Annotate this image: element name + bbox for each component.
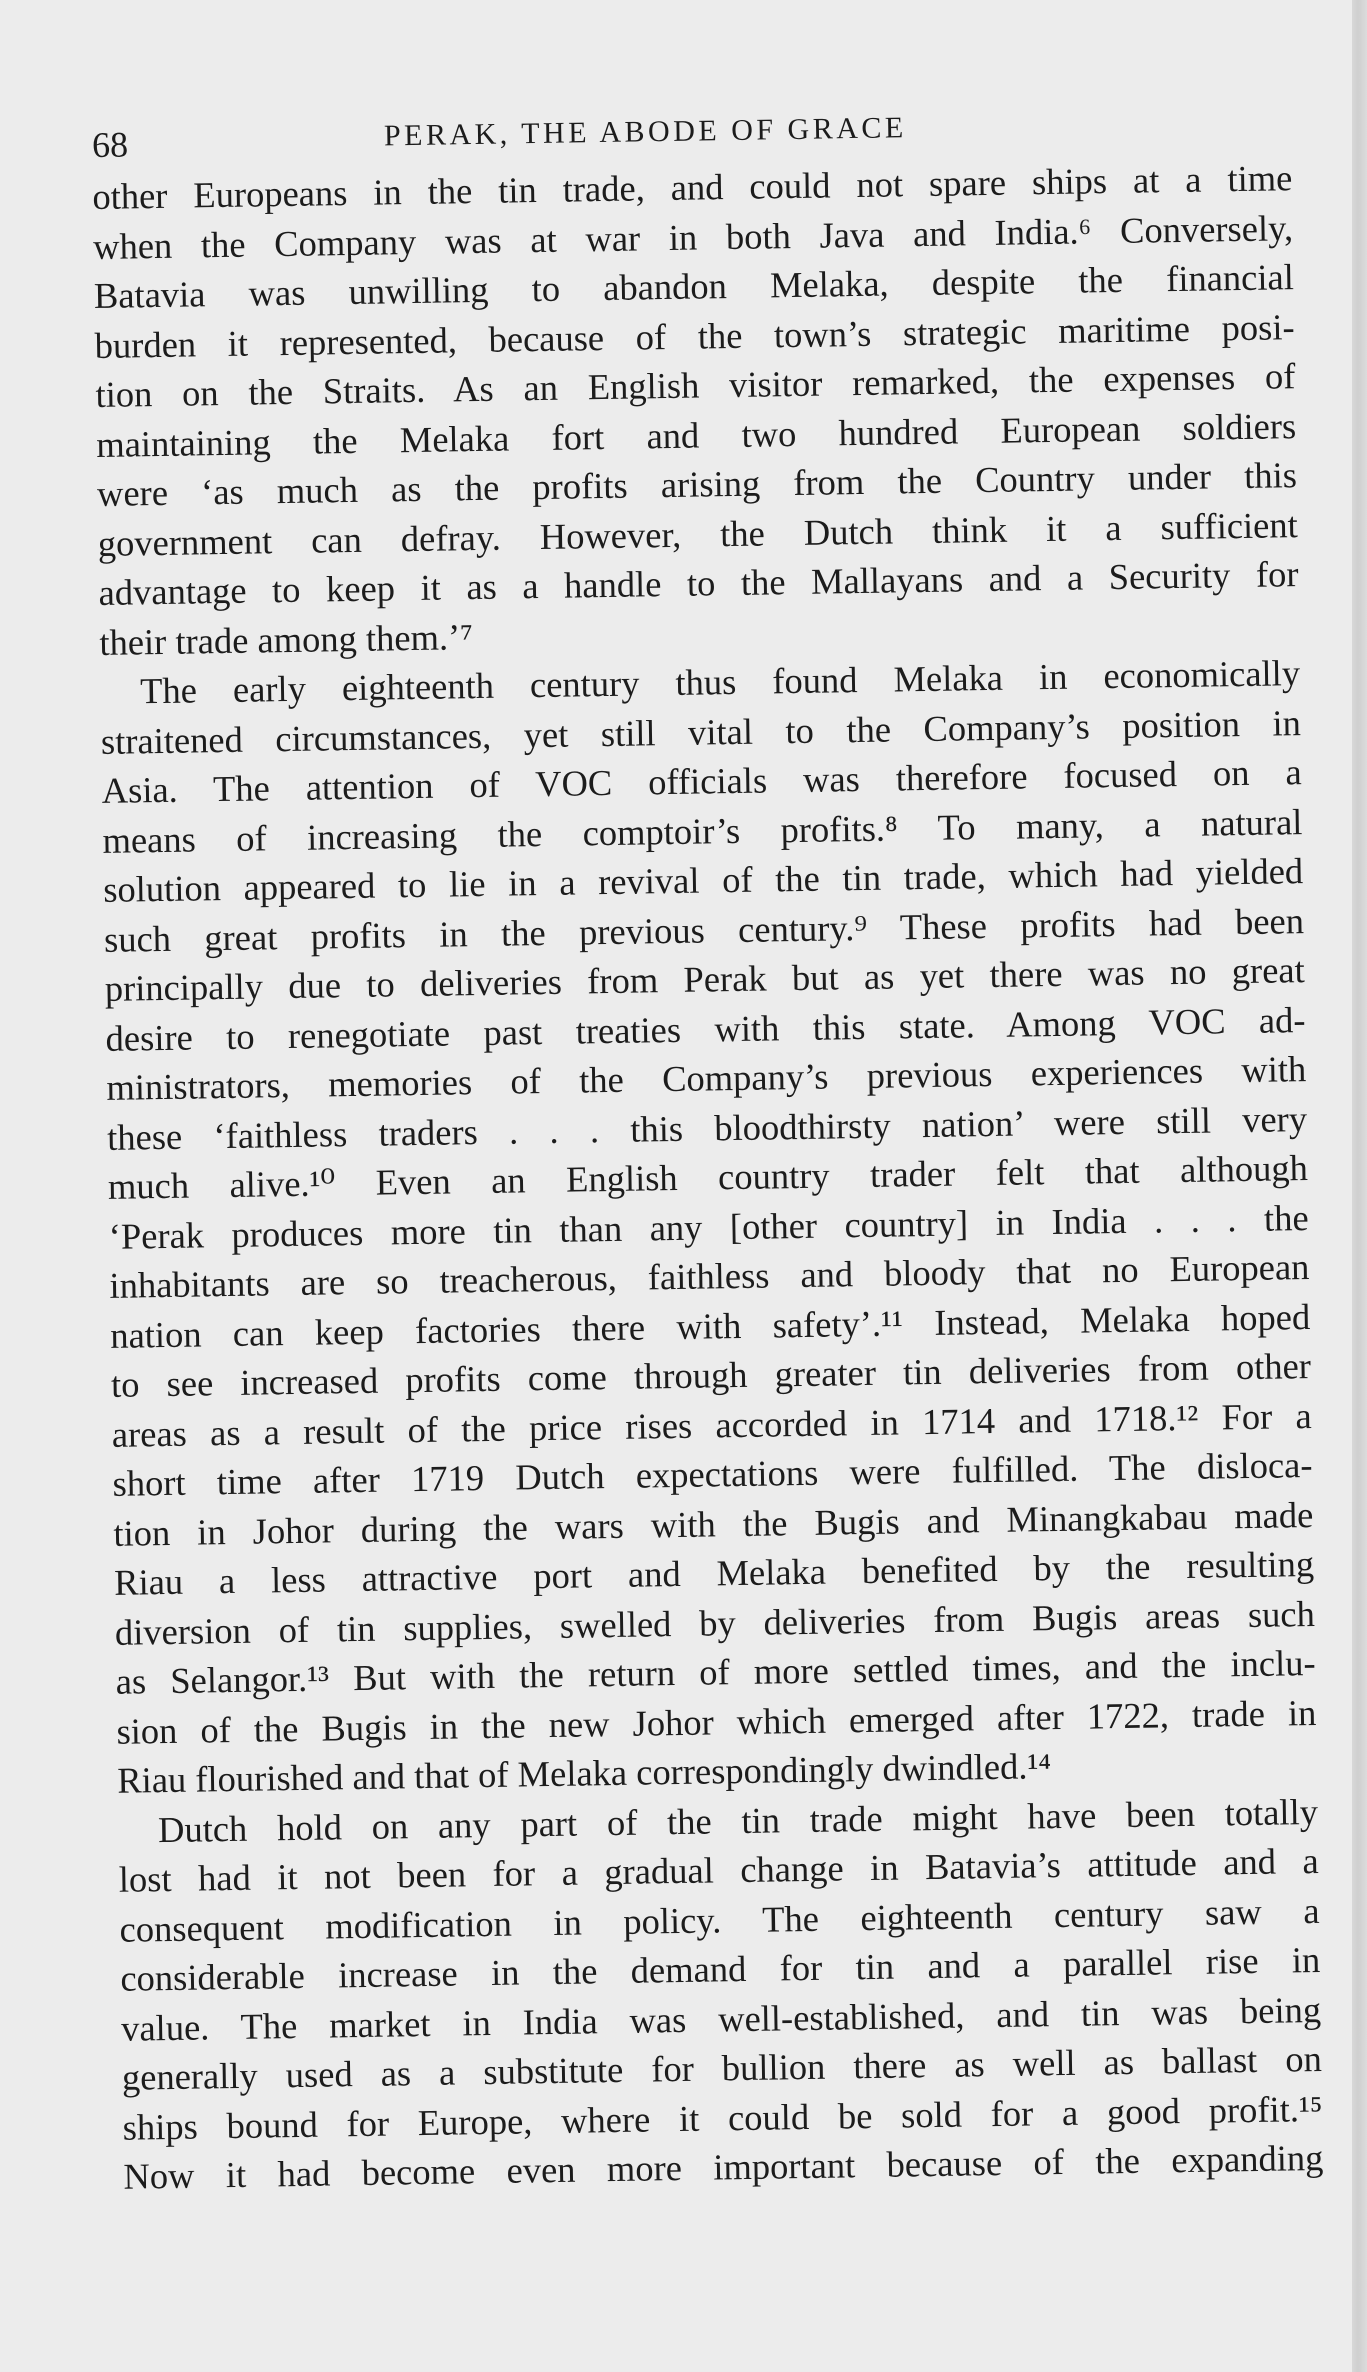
text-line: when the Company was at war in both Java and India.⁶ Conversely, <box>92 206 1294 267</box>
text-line: advantage to keep it as a handle to the Mallayans and a Security for <box>98 553 1299 613</box>
text-line: tion on the Straits. As an English visitor remarked, the expenses of <box>95 355 1296 415</box>
text-line: principally due to deliveries from Perak but as yet there was no great <box>104 949 1305 1009</box>
text-line: considerable increase in the demand for tin and a parallel rise in <box>120 1938 1321 1999</box>
text-line: diversion of tin supplies, swelled by deliveries from Bugis areas such <box>114 1592 1316 1653</box>
text-line: nation can keep factories there with safety’.¹¹ Instead, Melaka hoped <box>109 1295 1311 1356</box>
text-line: Asia. The attention of VOC officials was therefore focused on a <box>101 751 1302 811</box>
text-line: solution appeared to lie in a revival of the tin trade, which had yielded <box>102 850 1304 910</box>
text-line: tion in Johor during the wars with the Bugis and Minangkabau made <box>113 1493 1314 1554</box>
text-line: ministrators, memories of the Company’s previous experiences with <box>106 1048 1307 1108</box>
text-line: means of increasing the comptoir’s profits.⁸ To many, a natural <box>102 800 1303 861</box>
page-number: 68 <box>91 124 129 165</box>
text-line: lost had it not been for a gradual change in Batavia’s attitude and a <box>118 1839 1319 1900</box>
text-line: Riau flourished and that of Melaka correspondingly dwindled.¹⁴ <box>116 1745 1052 1801</box>
paragraph-first-line: Dutch hold on any part of the tin trade might have been totally <box>157 1790 1319 1850</box>
text-line: ‘Perak produces more tin than any [other country] in India . . . the <box>108 1196 1309 1257</box>
text-line: much alive.¹⁰ Even an English country trader felt that although <box>107 1147 1309 1207</box>
text-line: such great profits in the previous century.⁹ These profits had been <box>103 899 1305 960</box>
text-line: generally used as a substitute for bullion there as well as ballast on <box>121 2037 1323 2098</box>
body-text <box>92 153 1324 2201</box>
text-line: were ‘as much as the profits arising from the Country under this <box>96 454 1298 514</box>
text-line: Riau a less attractive port and Melaka benefited by the resulting <box>113 1542 1315 1603</box>
text-line: their trade among them.’⁷ <box>99 615 474 663</box>
text-line: maintaining the Melaka fort and two hundred European soldiers <box>95 404 1297 465</box>
text-line: ships bound for Europe, where it could be sold for a good profit.¹⁵ <box>122 2087 1323 2148</box>
text-line: Batavia was unwilling to abandon Melaka, despite the financial <box>93 256 1295 316</box>
text-line: straitened circumstances, yet still vital to the Company’s position in <box>100 701 1302 762</box>
text-line: value. The market in India was well-established, and tin was being <box>120 1988 1322 2049</box>
text-line: government can defray. However, the Dutch think it a sufficient <box>97 503 1299 564</box>
text-line: Now it had become even more important because of the expanding <box>123 2136 1324 2197</box>
page-gutter-shadow <box>1352 0 1367 2372</box>
text-line: as Selangor.¹³ But with the return of more settled times, and the inclu- <box>115 1641 1316 1702</box>
text-line: these ‘faithless traders . . . this bloodthirsty nation’ were still very <box>106 1097 1308 1158</box>
text-line: burden it represented, because of the town’s strategic maritime posi- <box>94 305 1295 366</box>
paragraph-first-line: The early eighteenth century thus found Melaka in economically <box>139 652 1301 712</box>
text-line: inhabitants are so treacherous, faithless and bloody that no European <box>109 1246 1310 1306</box>
text-line: other Europeans in the tin trade, and could not spare ships at a time <box>92 157 1293 217</box>
text-line: short time after 1719 Dutch expectations were fulfilled. The disloca- <box>112 1443 1313 1504</box>
running-title: PERAK, THE ABODE OF GRACE <box>383 111 907 153</box>
text-line: sion of the Bugis in the new Johor which emerged after 1722, trade in <box>116 1691 1317 1752</box>
text-line: to see increased profits come through greater tin deliveries from other <box>110 1345 1312 1405</box>
text-line: areas as a result of the price rises accorded in 1714 and 1718.¹² For a <box>111 1394 1312 1455</box>
text-line: desire to renegotiate past treaties with this state. Among VOC ad- <box>105 998 1306 1059</box>
text-line: consequent modification in policy. The eighteenth century saw a <box>119 1889 1320 1950</box>
